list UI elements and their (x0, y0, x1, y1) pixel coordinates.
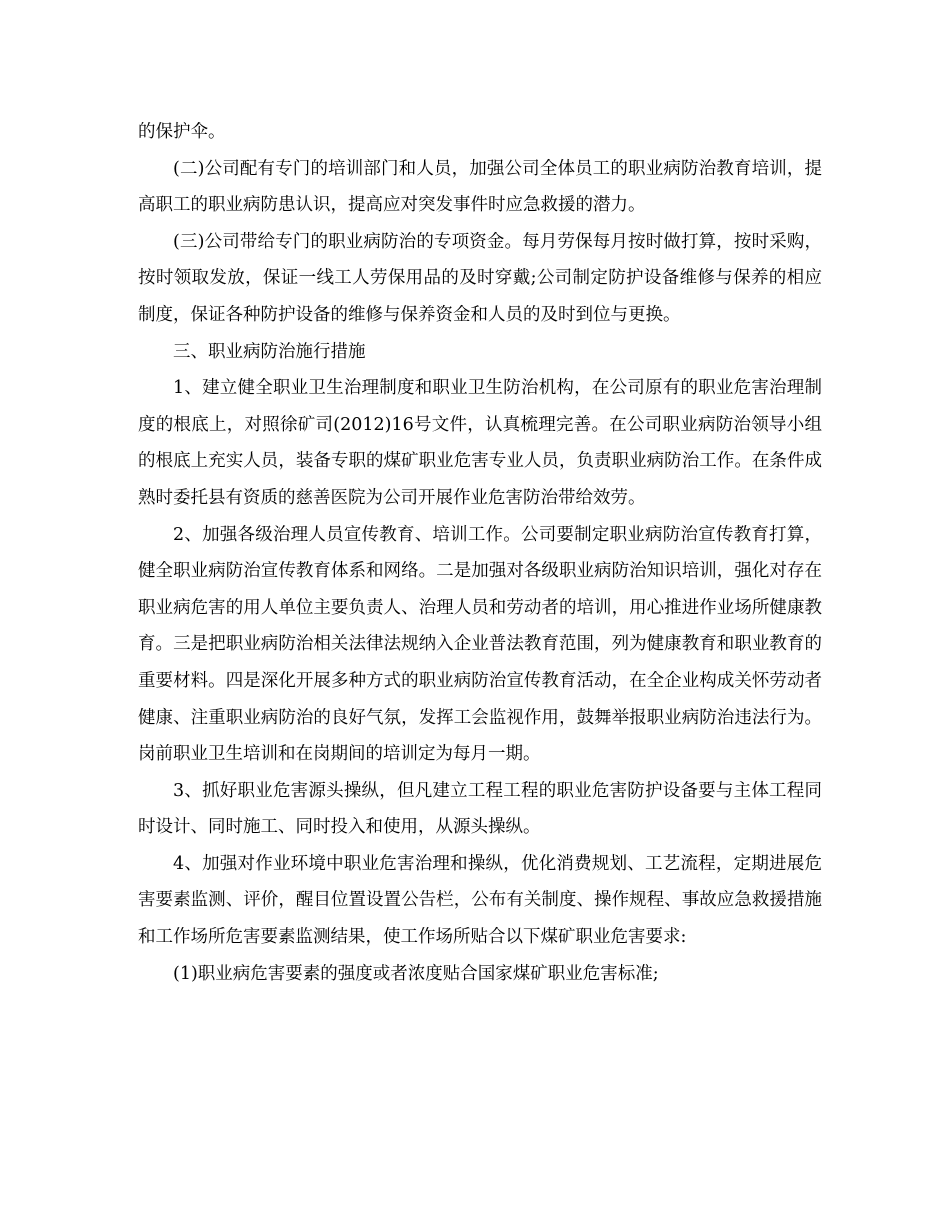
paragraph-measure-2: 2、加强各级治理人员宣传教育、培训工作。公司要制定职业病防治宣传教育打算，健全职业病防治宣传教育体系和网络。二是加强对各级职业病防治知识培训，强化对存在职业病危害的用人单位主要负责人、治理人员和劳动者的培训，用心推进作业场所健康教育。三是把职业病防治相关法律法规纳入企业普法教育范围，列为健康教育和职业教育的重要材料。四是深化开展多种方式的职业病防治宣传教育活动，在全企业构成关怀劳动者健康、注重职业病防治的良好气氛，发挥工会监视作用，鼓舞举报职业病防治违法行为。岗前职业卫生培训和在岗期间的培训定为每月一期。 (138, 524, 822, 765)
paragraph-special-funds: (三)公司带给专门的职业病防治的专项资金。每月劳保每月按时做打算，按时采购，按时领取发放，保证一线工人劳保用品的及时穿戴;公司制定防护设备维修与保养的相应制度，保证各种防护设备的维修与保养资金和人员的及时到位与更换。 (138, 231, 822, 325)
paragraph-requirement-1: (1)职业病危害要素的强度或者浓度贴合国家煤矿职业危害标准; (173, 963, 659, 984)
section-heading-measures: 三、职业病防治施行措施 (173, 341, 366, 362)
paragraph-measure-4: 4、加强对作业环境中职业危害治理和操纵，优化消费规划、工艺流程，定期进展危害要素监测、评价，醒目位置设置公告栏，公布有关制度、操作规程、事故应急救援措施和工作场所危害要素监测结果，使工作场所贴合以下煤矿职业危害要求: (138, 853, 822, 948)
document-body (138, 114, 822, 992)
paragraph-measure-1: 1、建立健全职业卫生治理制度和职业卫生防治机构，在公司原有的职业危害治理制度的根底上，对照徐矿司(2012)16号文件，认真梳理完善。在公司职业病防治领导小组的根底上充实人员，装备专职的煤矿职业危害专业人员，负责职业病防治工作。在条件成熟时委托县有资质的慈善医院为公司开展作业危害防治带给效劳。 (138, 378, 822, 508)
paragraph-continuation: 的保护伞。 (138, 122, 226, 142)
paragraph-training-department: (二)公司配有专门的培训部门和人员，加强公司全体员工的职业病防治教育培训，提高职工的职业病防患认识，提高应对突发事件时应急救援的潜力。 (138, 158, 822, 216)
paragraph-measure-3: 3、抓好职业危害源头操纵，但凡建立工程工程的职业危害防护设备要与主体工程同时设计、同时施工、同时投入和使用，从源头操纵。 (138, 780, 822, 838)
